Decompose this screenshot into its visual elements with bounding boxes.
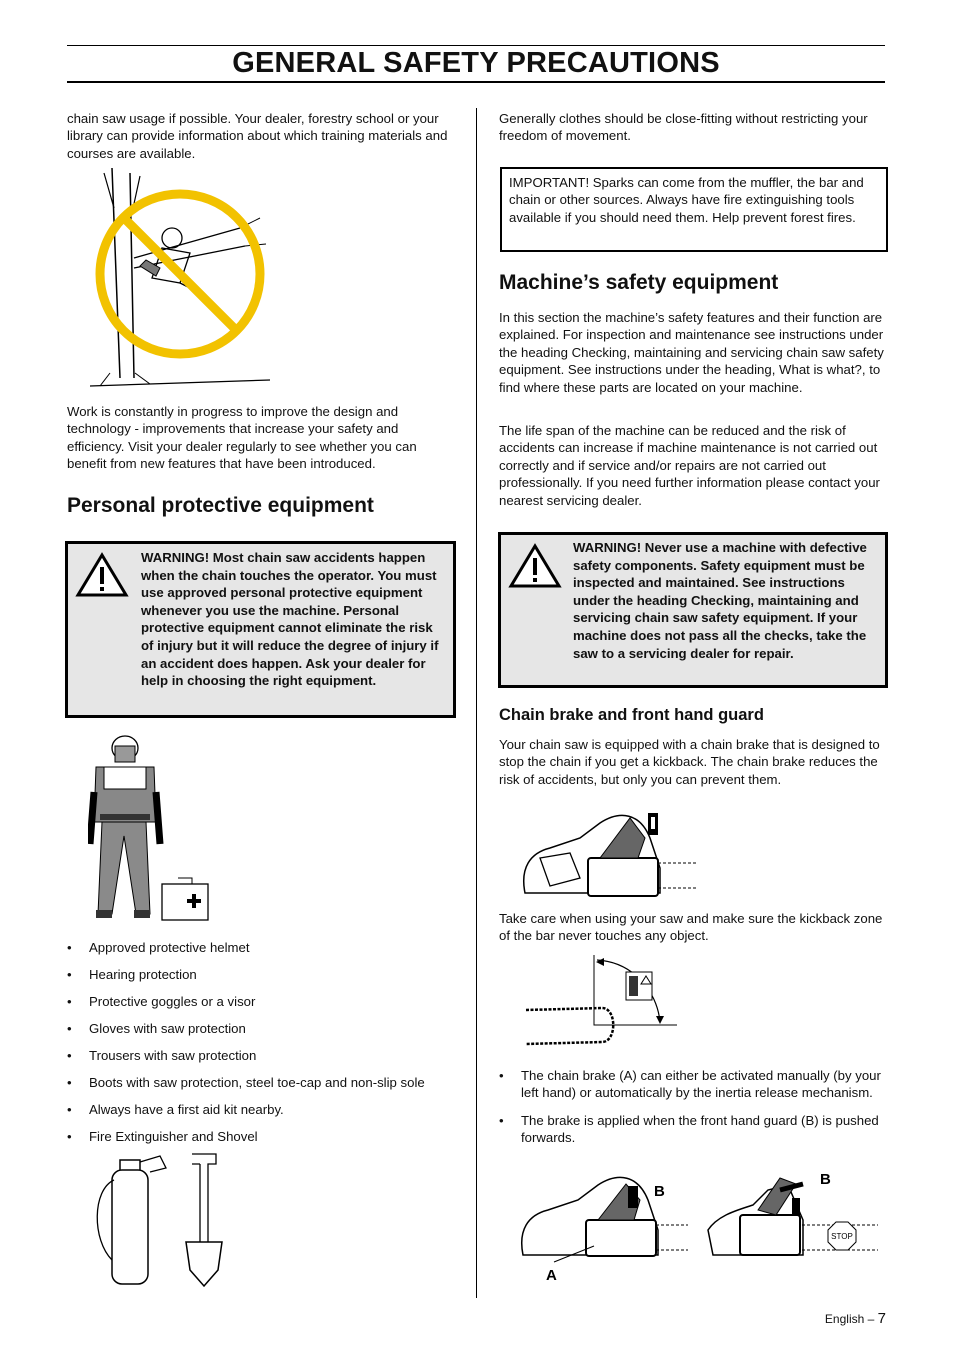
header-rule-bottom — [67, 81, 885, 83]
chain-brake-paragraph: Your chain saw is equipped with a chain brake that is designed to stop the chain if you get a kickback. The chain brake reduces the risk of accidents, but only you can prevent them. — [499, 737, 880, 787]
kickback-paragraph: Take care when using your saw and make sure the kickback zone of the bar never touches any object. — [499, 911, 883, 944]
important-box — [500, 167, 888, 252]
label-b-left: B — [654, 1183, 665, 1200]
warning-triangle-icon — [508, 543, 562, 589]
list-item: • Approved protective helmet — [67, 939, 462, 966]
extinguisher-shovel-figure — [88, 1150, 228, 1290]
list-item: • Protective goggles or a visor — [67, 993, 462, 1020]
footer-language: English — [824, 1312, 865, 1326]
improvement-paragraph: Work is constantly in progress to improve the design and technology - improvements that increase your safety and efficiency. Visit your dealer regularly to see whether you can benefit from new features that have been introduced. — [67, 404, 417, 472]
brake-activation-figure — [518, 1170, 883, 1285]
intro-paragraph: chain saw usage if possible. Your dealer, forestry school or your library can provide information about which training materials and courses are available. — [67, 111, 448, 161]
list-item: • Boots with saw protection, steel toe-cap and non-slip sole — [67, 1074, 462, 1101]
machine-paragraph-2: The life span of the machine can be reduced and the risk of accidents can increase if machine maintenance is not carried out correctly and if service and/or repairs are not carried out professionally. If you need further information please contact your nearest servicing dealer. — [499, 423, 880, 508]
machine-paragraph-1: In this section the machine’s safety features and their function are explained. For inspection and maintenance see instructions under the heading Checking, maintaining and servicing chain saw safety equipment. See instructions under the heading, What is what?, to find where these parts are located on your machine. — [499, 310, 884, 395]
machine-warning-text: WARNING! Never use a machine with defective safety components. Safety equipment must be inspected and maintained. See instructions under the heading Checking, maintaining and servicing chain saw safety equipment. If your machine does not pass all the checks, take the saw to a servicing dealer for repair. — [573, 540, 867, 661]
ppe-warning-text: WARNING! Most chain saw accidents happen when the chain touches the operator. You must use approved personal protective equipment whenever you use the machine. Personal protective equipment cannot eliminate the risk of injury but it will reduce the degree of injury if an accident does happen. Ask your dealer for help in choosing the right equipment. — [141, 550, 439, 689]
page-title: GENERAL SAFETY PRECAUTIONS — [232, 47, 720, 79]
kickback-zone-figure — [522, 950, 682, 1055]
machine-warning-box — [498, 532, 888, 688]
list-item: • Fire Extinguisher and Shovel — [67, 1128, 462, 1155]
list-item: • Trousers with saw protection — [67, 1047, 462, 1074]
ppe-warning-box — [65, 541, 456, 718]
stop-label: STOP — [831, 1232, 853, 1241]
ppe-list — [67, 939, 462, 1155]
chain-brake-heading: Chain brake and front hand guard — [499, 706, 764, 724]
page-number: 7 — [877, 1310, 886, 1327]
list-item: • The brake is applied when the front hand guard (B) is pushed forwards. — [499, 1112, 889, 1147]
clothing-paragraph: Generally clothes should be close-fitting without restricting your freedom of movement. — [499, 111, 868, 144]
ppe-heading: Personal protective equipment — [67, 494, 374, 517]
list-item: • The chain brake (A) can either be activated manually (by your left hand) or automatically by the inertia release mechanism. — [499, 1067, 889, 1102]
label-b-right: B — [820, 1171, 831, 1188]
warning-triangle-icon — [75, 552, 129, 598]
protective-equipment-figure — [88, 732, 213, 924]
page-footer — [825, 1310, 886, 1327]
label-a: A — [546, 1267, 557, 1284]
list-item: • Hearing protection — [67, 966, 462, 993]
chain-brake-list — [499, 1067, 889, 1157]
no-tree-climbing-figure — [90, 168, 270, 390]
footer-dash: – — [867, 1312, 875, 1326]
chain-brake-saw-figure — [520, 808, 700, 900]
list-item: • Gloves with saw protection — [67, 1020, 462, 1047]
important-text: IMPORTANT! Sparks can come from the muffler, the bar and chain or other sources. Always have fire extinguishing tools available if you should need them. Help prevent forest fires. — [509, 175, 864, 225]
column-divider — [476, 108, 477, 1298]
list-item: • Always have a first aid kit nearby. — [67, 1101, 462, 1128]
machine-safety-heading: Machine’s safety equipment — [499, 271, 779, 294]
